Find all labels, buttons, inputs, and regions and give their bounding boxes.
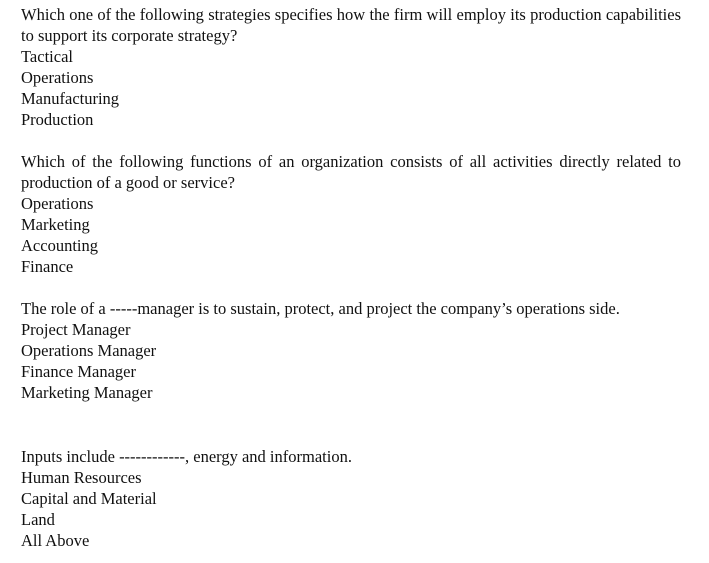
question-1-option-4: Production [21,110,94,129]
question-3-option-2: Operations Manager [21,341,157,360]
question-2-options [21,193,681,277]
question-1-option-1: Tactical [21,47,73,66]
question-1-option-2: Operations [21,68,94,87]
question-3-text: The role of a -----manager is to sustain, protect, and project the company’s operations side. [21,299,620,318]
question-4-options [21,467,681,551]
question-4-option-1: Human Resources [21,468,142,487]
question-4-text: Inputs include ------------, energy and information. [21,447,352,466]
question-2-option-1: Operations [21,194,94,213]
question-2-option-3: Accounting [21,236,98,255]
question-4-option-4: All Above [21,531,90,550]
question-1-options [21,46,681,130]
question-1 [21,4,681,130]
question-1-text: Which one of the following strategies specifies how the firm will employ its production capabilities to support its corporate strategy? [21,5,681,45]
question-2-option-4: Finance [21,257,74,276]
question-2 [21,151,681,277]
question-3-option-3: Finance Manager [21,362,136,381]
question-3 [21,298,681,403]
question-3-option-1: Project Manager [21,320,131,339]
question-3-options [21,319,681,403]
question-2-text: Which of the following functions of an organization consists of all activities directly related to production of a good or service? [21,152,681,192]
question-1-option-3: Manufacturing [21,89,120,108]
question-3-option-4: Marketing Manager [21,383,153,402]
question-2-option-2: Marketing [21,215,90,234]
question-4-option-3: Land [21,510,55,529]
question-4 [21,446,681,551]
question-4-option-2: Capital and Material [21,489,157,508]
